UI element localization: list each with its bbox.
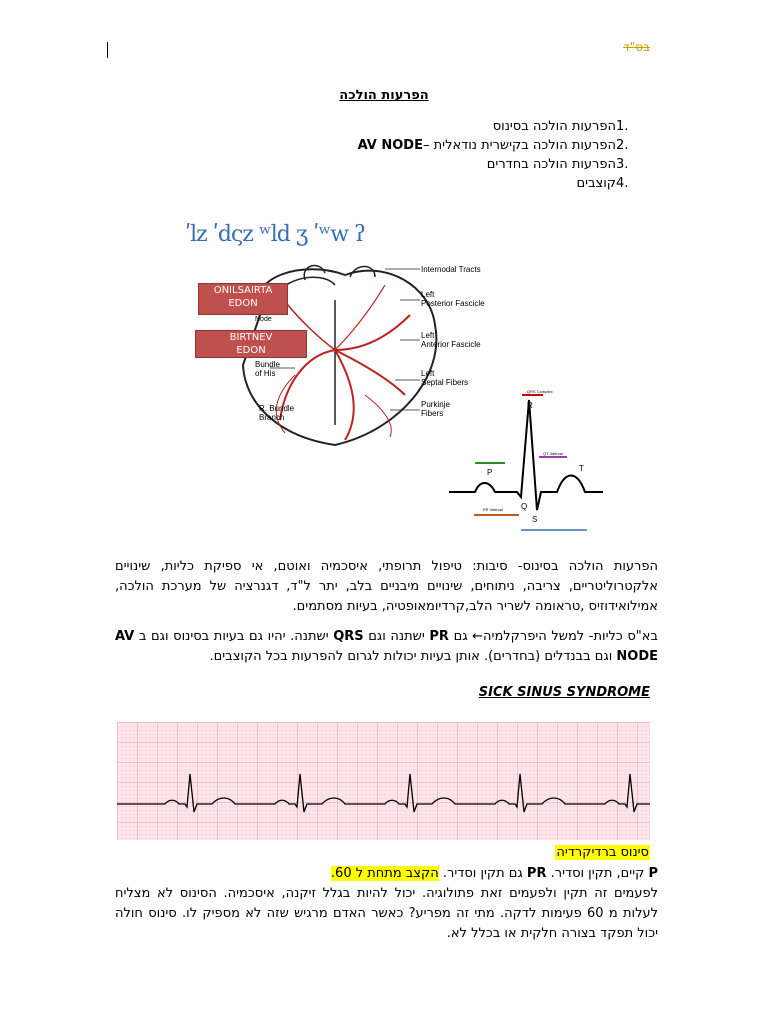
p2-a: בא"ס כליות- למשל היפרקלמיה← גם [448, 629, 658, 644]
av-node-line2: EDON [236, 345, 266, 356]
toc-text: הפרעות הולכה בקישרית נודאלית – [422, 138, 616, 153]
toc-num: 3. [616, 157, 629, 172]
ecg-rhythm-strip [117, 722, 650, 840]
wave-r: R [527, 401, 533, 410]
qrs-label: QRS Complex [527, 389, 553, 394]
p3-line1b: גם תקין וסדיר. [438, 866, 527, 881]
p2-pr: PR [429, 629, 449, 644]
section-title: סינוס ברדיקרדיה [556, 845, 649, 860]
table-of-contents [358, 117, 650, 193]
garbled-heading: ʹlz ʹdςz ʷld ʒ ʹʷw ʔ [185, 222, 365, 247]
p2-b: ישתנה וגם [363, 629, 430, 644]
toc-num: 2. [616, 138, 629, 153]
toc-item [358, 117, 650, 136]
toc-text: הפרעות הולכה בחדרים [486, 157, 616, 172]
wave-p: P [487, 468, 493, 477]
label-lsf: Left Septal Fibers [421, 369, 469, 387]
label-laf: Left Anterior Fascicle [421, 331, 481, 349]
paragraph-sinus-bradycardia [115, 864, 658, 944]
wave-s: S [532, 515, 538, 524]
toc-item [358, 155, 650, 174]
paragraph-kidney [115, 627, 658, 667]
p3-p: P [648, 866, 658, 881]
paragraph-causes: הפרעות הולכה בסינוס- סיבות: טיפול תרופתי, איסכמיה ואוטם, אי ספיקת כליות, שינויים אלקטרוליטריים, צריבה, ניתוחים, שינויים מיבניים בלב, יתר ל"ד, דגנרציה של מערכת הולכה, אמילואידוזיס ,טראומה לשריר הלב,קרדיומאופטיה, בעיות מסתמים. [115, 559, 658, 614]
p2-c: ישתנה. יהיו גם בעיות בסינוס וגם ב [134, 629, 334, 644]
wave-t: T [579, 464, 584, 473]
ecg-complex-diagram [447, 385, 605, 535]
sa-node-line2: EDON [228, 298, 258, 309]
p3-pr: PR [526, 866, 547, 881]
sick-sinus-heading: SICK SINUS SYNDROME [478, 685, 650, 700]
p3-line1a: קיים, תקין וסדיר. [546, 866, 649, 881]
label-rbb: R. Bundle Branch [259, 404, 295, 422]
p2-qrs: QRS [333, 629, 364, 644]
label-internodal: Internodal Tracts [421, 265, 481, 274]
toc-num: 4. [616, 176, 629, 191]
toc-item [358, 174, 650, 193]
av-node-label [195, 330, 307, 358]
toc-text: הפרעות הולכה בסינוס [492, 119, 616, 134]
pr-label: PR Interval [483, 507, 503, 512]
label-lpf: Left Posterior Fascicle [421, 290, 485, 308]
av-node-line1: BIRTNEV [229, 332, 273, 343]
page-title: הפרעות הולכה [339, 88, 429, 103]
toc-item [358, 136, 650, 155]
p3-line2: לפעמים זה תקין ולפעמים זאת פתולוגיה. יכול להיות בגלל זיקנה, איסכמיה. הסינוס לא מצליח לעלות מ 60 פעימות לדקה. מתי זה מפריע? כאשר האדם מרגיש שזה לא מספיק לו. סינוס חולה יכול תפקד בצורה חלקית או בכלל לא. [115, 886, 658, 941]
toc-bold: AV NODE [357, 138, 423, 153]
p2-av: AV NODE [115, 629, 658, 664]
toc-text: קוצבים [576, 176, 616, 191]
p3-highlight: הקצב מתחת ל 60. [330, 866, 439, 881]
qt-label: QT Interval [543, 451, 563, 456]
wave-q: Q [521, 502, 528, 511]
sa-node-line1: ONILSAIRTA [213, 285, 273, 296]
label-node: Node [255, 316, 272, 323]
sa-node-label [198, 283, 288, 315]
header-mark: בס"ד [623, 40, 650, 54]
p2-d: וגם בבנדלים (בחדרים). אותן בעיות יכולות לגרום להפרעות בכל הקוצבים. [209, 649, 617, 664]
toc-num: 1. [616, 119, 629, 134]
label-purkinje: Purkinje Fibers [421, 400, 450, 418]
label-his: Bundle of His [255, 360, 280, 378]
text-cursor [107, 42, 108, 58]
